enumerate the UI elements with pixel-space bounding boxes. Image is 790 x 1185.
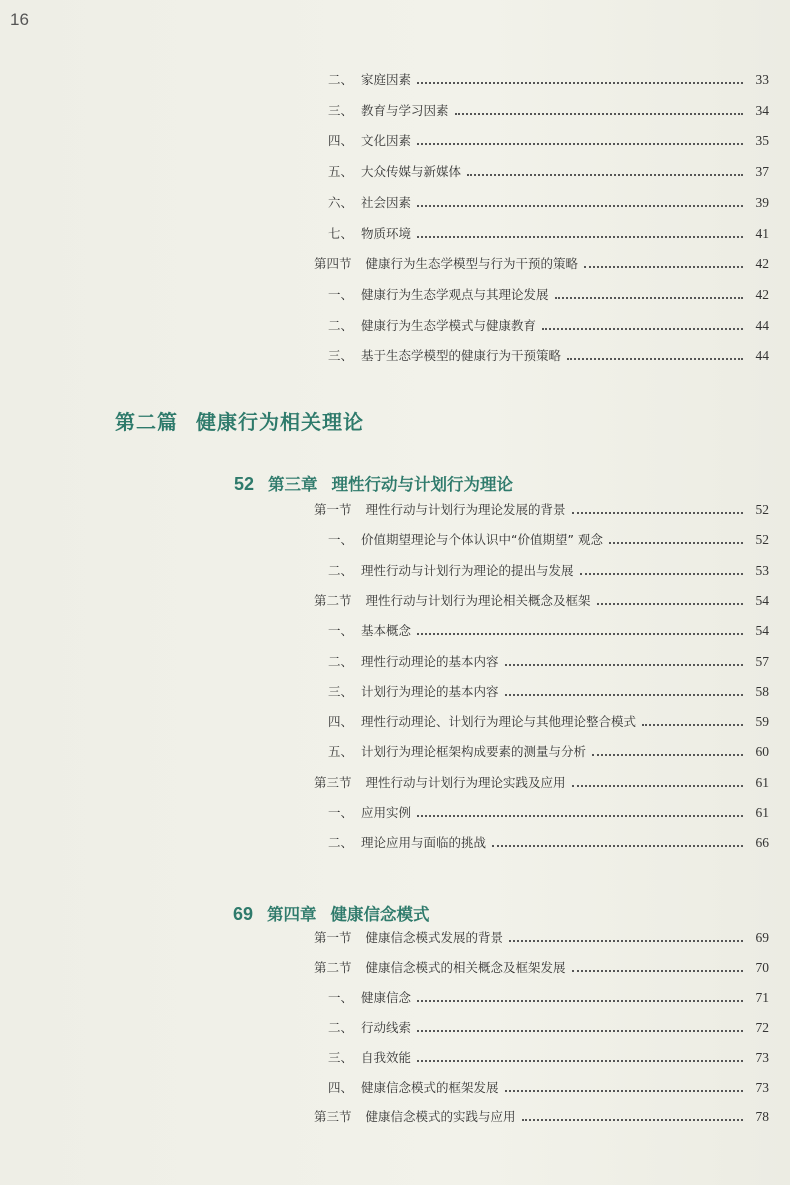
toc-subsection-entry[interactable] bbox=[328, 833, 769, 857]
entry-title: 健康信念 bbox=[361, 989, 412, 1005]
entry-page-number: 41 bbox=[755, 225, 769, 241]
entry-number: 第四节 bbox=[314, 256, 352, 272]
toc-subsection-entry[interactable] bbox=[328, 1078, 769, 1102]
chapter-page-number: 69 bbox=[233, 904, 254, 924]
dot-leader bbox=[584, 266, 743, 268]
entry-number: 第一节 bbox=[314, 502, 352, 517]
entry-title: 自我效能 bbox=[361, 1049, 412, 1065]
entry-page-number: 73 bbox=[755, 1049, 769, 1065]
toc-subsection-entry[interactable] bbox=[328, 346, 769, 370]
entry-title: 文化因素 bbox=[361, 133, 412, 149]
part-heading bbox=[115, 406, 364, 435]
entry-title: 行动线索 bbox=[361, 1019, 412, 1035]
entry-page-number: 37 bbox=[755, 164, 769, 180]
entry-page-number: 35 bbox=[755, 133, 769, 149]
entry-number: 三、 bbox=[328, 348, 354, 364]
page-number: 16 bbox=[10, 10, 29, 29]
entry-number: 一、 bbox=[328, 989, 354, 1005]
entry-number: 二、 bbox=[328, 1019, 354, 1035]
entry-page-number: 66 bbox=[755, 835, 769, 851]
dot-leader bbox=[417, 815, 743, 817]
entry-title: 计划行为理论框架构成要素的测量与分析 bbox=[361, 744, 587, 760]
entry-number: 四、 bbox=[328, 133, 354, 149]
chapter-number: 第三章 bbox=[268, 475, 318, 494]
entry-page-number: 61 bbox=[755, 805, 769, 820]
entry-title: 理论应用与面临的挑战 bbox=[361, 835, 487, 851]
toc-subsection-entry[interactable] bbox=[328, 316, 769, 340]
entry-title: 理性行动与计划行为理论实践及应用 bbox=[365, 774, 566, 790]
toc-subsection-entry[interactable] bbox=[328, 70, 769, 94]
entry-title: 计划行为理论的基本内容 bbox=[361, 683, 499, 699]
entry-title: 健康信念模式的相关概念及框架发展 bbox=[365, 959, 566, 975]
entry-number: 一、 bbox=[328, 532, 354, 548]
entry-number: 七、 bbox=[328, 225, 354, 241]
entry-title: 基本概念 bbox=[361, 623, 412, 639]
entry-number: 二、 bbox=[328, 72, 354, 87]
toc-section-entry[interactable] bbox=[314, 254, 769, 278]
entry-number: 二、 bbox=[328, 653, 354, 669]
entry-number: 四、 bbox=[328, 1079, 354, 1095]
entry-number: 一、 bbox=[328, 805, 354, 820]
dot-leader bbox=[609, 542, 743, 544]
dot-leader bbox=[592, 754, 743, 756]
entry-title: 健康信念模式的实践与应用 bbox=[365, 1109, 516, 1125]
entry-page-number: 34 bbox=[755, 102, 769, 118]
entry-number: 第二节 bbox=[314, 592, 352, 608]
toc-subsection-entry[interactable] bbox=[328, 988, 769, 1012]
dot-leader bbox=[642, 724, 743, 726]
entry-page-number: 54 bbox=[755, 592, 769, 608]
chapter-title: 健康信念模式 bbox=[330, 905, 430, 924]
entry-title: 物质环境 bbox=[361, 225, 412, 241]
entry-number: 六、 bbox=[328, 194, 354, 210]
entry-page-number: 33 bbox=[755, 72, 769, 87]
chapter-heading-4[interactable] bbox=[233, 901, 430, 925]
entry-number: 第二节 bbox=[314, 959, 352, 975]
entry-page-number: 44 bbox=[755, 317, 769, 333]
entry-title: 健康行为生态学模型与行为干预的策略 bbox=[365, 256, 579, 272]
toc-subsection-entry[interactable] bbox=[328, 621, 769, 645]
dot-leader bbox=[467, 174, 743, 176]
entry-title: 大众传媒与新媒体 bbox=[361, 164, 462, 180]
entry-number: 二、 bbox=[328, 835, 354, 851]
toc-section-entry[interactable] bbox=[314, 500, 769, 524]
dot-leader bbox=[555, 297, 743, 299]
toc-subsection-entry[interactable] bbox=[328, 193, 769, 217]
toc-section-entry[interactable] bbox=[314, 773, 769, 797]
entry-number: 四、 bbox=[328, 714, 354, 730]
entry-page-number: 60 bbox=[755, 744, 769, 760]
entry-title: 理性行动与计划行为理论相关概念及框架 bbox=[365, 592, 591, 608]
toc-subsection-entry[interactable] bbox=[328, 803, 769, 827]
entry-number: 第三节 bbox=[314, 1109, 352, 1125]
dot-leader bbox=[505, 664, 743, 666]
dot-leader bbox=[572, 970, 743, 972]
entry-page-number: 53 bbox=[755, 562, 769, 578]
entry-page-number: 72 bbox=[755, 1019, 769, 1035]
toc-subsection-entry[interactable] bbox=[328, 682, 769, 706]
entry-number: 一、 bbox=[328, 623, 354, 639]
entry-title: 健康信念模式发展的背景 bbox=[365, 930, 504, 945]
toc-subsection-entry[interactable] bbox=[328, 285, 769, 309]
entry-page-number: 71 bbox=[755, 989, 769, 1005]
entry-title: 基于生态学模型的健康行为干预策略 bbox=[361, 348, 562, 364]
entry-page-number: 42 bbox=[755, 256, 769, 272]
toc-subsection-entry[interactable] bbox=[328, 712, 769, 736]
entry-title: 应用实例 bbox=[361, 805, 412, 820]
toc-section-entry[interactable] bbox=[314, 928, 769, 952]
entry-page-number: 61 bbox=[755, 774, 769, 790]
dot-leader bbox=[417, 236, 743, 238]
toc-subsection-entry[interactable] bbox=[328, 742, 769, 766]
entry-page-number: 39 bbox=[755, 194, 769, 210]
dot-leader bbox=[417, 1060, 743, 1062]
entry-title: 健康行为生态学模式与健康教育 bbox=[361, 317, 537, 333]
chapter-title: 理性行动与计划行为理论 bbox=[331, 475, 514, 494]
entry-page-number: 42 bbox=[755, 286, 769, 302]
entry-page-number: 52 bbox=[755, 532, 769, 548]
entry-title: 健康行为生态学观点与其理论发展 bbox=[361, 286, 549, 302]
entry-page-number: 58 bbox=[755, 683, 769, 699]
dot-leader bbox=[417, 633, 743, 635]
dot-leader bbox=[455, 113, 743, 115]
entry-title: 理性行动与计划行为理论的提出与发展 bbox=[361, 562, 574, 578]
entry-number: 二、 bbox=[328, 562, 354, 578]
dot-leader bbox=[505, 694, 743, 696]
entry-title: 理性行动与计划行为理论发展的背景 bbox=[365, 502, 566, 517]
entry-title: 教育与学习因素 bbox=[361, 102, 449, 118]
entry-title: 社会因素 bbox=[361, 194, 412, 210]
entry-number: 五、 bbox=[328, 164, 354, 180]
dot-leader bbox=[567, 358, 743, 360]
toc-subsection-entry[interactable] bbox=[328, 224, 769, 248]
entry-number: 三、 bbox=[328, 1049, 354, 1065]
entry-page-number: 54 bbox=[755, 623, 769, 639]
entry-page-number: 44 bbox=[755, 348, 769, 364]
dot-leader bbox=[492, 845, 743, 847]
dot-leader bbox=[505, 1090, 743, 1092]
entry-title: 理性行动理论、计划行为理论与其他理论整合模式 bbox=[361, 714, 637, 730]
toc-section-entry[interactable] bbox=[314, 958, 769, 982]
dot-leader bbox=[417, 82, 743, 84]
dot-leader bbox=[417, 1030, 743, 1032]
entry-number: 三、 bbox=[328, 683, 354, 699]
entry-title: 健康信念模式的框架发展 bbox=[361, 1079, 499, 1095]
entry-page-number: 78 bbox=[755, 1109, 769, 1125]
entry-page-number: 52 bbox=[755, 502, 769, 517]
entry-page-number: 69 bbox=[755, 930, 769, 945]
dot-leader bbox=[522, 1119, 743, 1121]
entry-title: 价值期望理论与个体认识中“价值期望” 观念 bbox=[361, 532, 603, 548]
entry-page-number: 57 bbox=[755, 653, 769, 669]
toc-subsection-entry[interactable] bbox=[328, 652, 769, 676]
dot-leader bbox=[417, 205, 743, 207]
entry-page-number: 73 bbox=[755, 1079, 769, 1095]
chapter-page-number: 52 bbox=[234, 474, 255, 494]
toc-section-entry[interactable] bbox=[314, 1107, 769, 1131]
entry-number: 五、 bbox=[328, 744, 354, 760]
entry-number: 三、 bbox=[328, 102, 354, 118]
toc-subsection-entry[interactable] bbox=[328, 101, 769, 125]
chapter-number: 第四章 bbox=[267, 905, 317, 924]
entry-title: 家庭因素 bbox=[361, 72, 412, 87]
dot-leader bbox=[542, 328, 743, 330]
toc-subsection-entry[interactable] bbox=[328, 561, 769, 585]
toc-subsection-entry[interactable] bbox=[328, 131, 769, 155]
dot-leader bbox=[597, 603, 743, 605]
dot-leader bbox=[572, 785, 743, 787]
part-number: 第二篇 bbox=[115, 410, 178, 434]
part-title: 健康行为相关理论 bbox=[196, 410, 364, 434]
entry-title: 理性行动理论的基本内容 bbox=[361, 653, 499, 669]
dot-leader bbox=[509, 940, 743, 942]
toc-subsection-entry[interactable] bbox=[328, 530, 769, 554]
dot-leader bbox=[572, 512, 743, 514]
entry-number: 第一节 bbox=[314, 930, 352, 945]
entry-number: 第三节 bbox=[314, 774, 352, 790]
entry-number: 一、 bbox=[328, 286, 354, 302]
chapter-heading-3[interactable] bbox=[234, 471, 513, 495]
toc-section-entry[interactable] bbox=[314, 591, 769, 615]
dot-leader bbox=[417, 1000, 743, 1002]
entry-number: 二、 bbox=[328, 317, 354, 333]
toc-subsection-entry[interactable] bbox=[328, 162, 769, 186]
dot-leader bbox=[417, 143, 743, 145]
entry-page-number: 59 bbox=[755, 714, 769, 730]
entry-page-number: 70 bbox=[755, 959, 769, 975]
toc-subsection-entry[interactable] bbox=[328, 1048, 769, 1072]
toc-subsection-entry[interactable] bbox=[328, 1018, 769, 1042]
dot-leader bbox=[580, 573, 743, 575]
